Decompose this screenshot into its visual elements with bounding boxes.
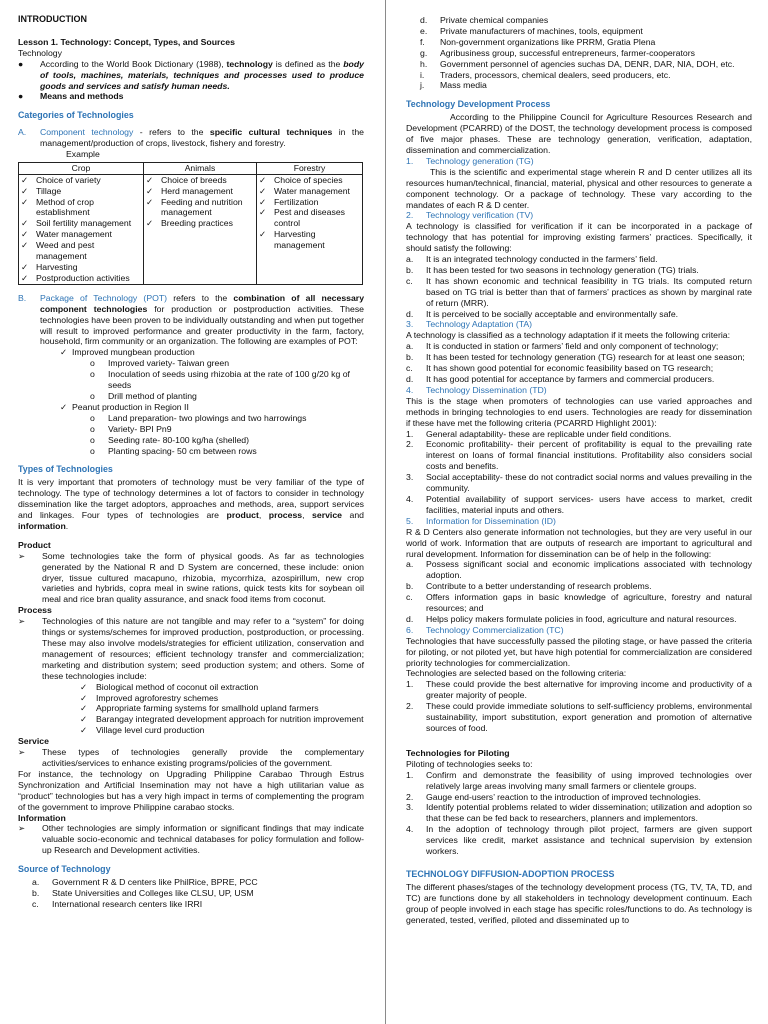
lesson-title: Lesson 1. Technology: Concept, Types, and Sources bbox=[18, 36, 235, 47]
source-item: g. Agribusiness group, successful entrepreneurs, farmer-cooperators bbox=[420, 47, 695, 58]
process-list-item: ✓ Appropriate farming systems for smallhold upland farmers bbox=[80, 703, 319, 714]
phase-criteria-item: b. It has been tested for two seasons in technology generation (TG) trials. bbox=[406, 264, 699, 275]
phase-criteria-item: c. Offers information gaps in basic knowledge of agriculture, forestry and natural resources; and bbox=[406, 592, 752, 614]
diffusion-heading: TECHNOLOGY DIFFUSION-ADOPTION PROCESS bbox=[406, 868, 615, 879]
phase-criteria-item: c. It has shown economic and technical feasibility in TG trials. Its computed return based on TG trial is better than that of farmers’ practices as shown by marginal rate of return (MRR). bbox=[406, 275, 752, 308]
crop-cell bbox=[19, 174, 144, 284]
check-icon: ✓ bbox=[21, 185, 29, 196]
development-phases bbox=[406, 156, 752, 734]
phase-criteria-item: 3. Social acceptability- these do not contradict social norms and values prevailing in the community. bbox=[406, 472, 752, 494]
source-heading: Source of Technology bbox=[18, 864, 111, 875]
check-icon: ✓ bbox=[60, 401, 68, 412]
process-list bbox=[18, 682, 364, 737]
phase-text: R & D Centers also generate information not technologies, but they are very useful in our world of work. Information that are outputs of research are important to agricultural and rural development. Information for dissemination can be of help in the following: bbox=[406, 526, 752, 559]
check-icon: ✓ bbox=[80, 714, 88, 725]
circle-bullet-icon: o bbox=[90, 434, 95, 445]
example-label: Example bbox=[66, 149, 100, 160]
table-item: ✓ Breeding practices bbox=[146, 218, 233, 229]
check-icon: ✓ bbox=[80, 725, 88, 736]
phase-title: 5. Information for Dissemination (ID) bbox=[406, 515, 556, 526]
process-list-item: ✓ Improved agroforestry schemes bbox=[80, 692, 219, 703]
column-divider bbox=[385, 0, 386, 1024]
circle-bullet-icon: o bbox=[90, 445, 95, 456]
table-header-animals: Animals bbox=[144, 162, 257, 174]
process-list-item: ✓ Village level curd production bbox=[80, 725, 205, 736]
process-item: ➢ Technologies of this nature are not tangible and may refer to a “system” for doing things or systems/schemes for improved production, postproduction, or processing. These may also involve models/strategies for efficient utilization, conservation and management of resources; efficient technology transfer and commercialization; marketing and distribution system; seed production system; and others. Some of these technologies include: bbox=[18, 616, 364, 681]
phase-text: Technologies that have successfully passed the piloting stage, or have passed the criteria for piloting, or not piloted yet, but have high potential for commercialization are considered priority technologies for commercialization. bbox=[406, 635, 752, 668]
source-item: b. State Universities and Colleges like CLSU, UP, USM bbox=[32, 887, 254, 898]
package-of-technology: B. Package of Technology (POT) refers to the combination of all necessary component technologies for production or postproduction activities. These technologies have been proven to be individually outstanding and when put together will result to improved performance and greater productivity in the farm, factory, household, firm community or an organization. The following are examples of POT: bbox=[18, 292, 365, 347]
table-item: ✓ Harvesting management bbox=[259, 229, 325, 251]
service-item: ➢ These types of technologies generally provide the complementary activities/services to enhance existing programs/policies of the government. bbox=[18, 747, 364, 768]
phase-criteria-item: 4. Potential availability of support services- users have access to market, credit facilities, material inputs and others. bbox=[406, 493, 752, 515]
left-column bbox=[18, 14, 364, 910]
phase-text: This is the stage when promoters of technologies can use varied approaches and methods in bringing technologies to end users. Technologies are ready for dissemination if these have met the following criteria (PCARRD Highlight 2001): bbox=[406, 395, 752, 428]
table-item: ✓ Water management bbox=[259, 185, 350, 196]
types-heading: Types of Technologies bbox=[18, 464, 113, 475]
technology-label: Technology bbox=[18, 47, 62, 58]
information-item: ➢ Other technologies are simply information or significant findings that may indicate valuable socio-economic and technical databases for policy formulation and follow-up Research and Development activities. bbox=[18, 823, 364, 856]
phase-title: 6. Technology Commercialization (TC) bbox=[406, 624, 564, 635]
table-header-crop: Crop bbox=[19, 162, 144, 174]
pot-example: ✓ Improved mungbean production bbox=[60, 347, 195, 358]
phase-criteria-item: 2. Economic profitability- their percent of profitability is equal to the prevailing rate interest on loans of formal financial institutions. Profitability also considers social costs and benefits. bbox=[406, 439, 752, 472]
source-item: a. Government R & D centers like PhilRice, BPRE, PCC bbox=[32, 877, 258, 888]
phase-criteria-item: d. It has good potential for acceptance by farmers and commercial producers. bbox=[406, 374, 715, 384]
check-icon: ✓ bbox=[146, 196, 154, 207]
circle-bullet-icon: o bbox=[90, 390, 95, 401]
arrow-icon: ➢ bbox=[18, 747, 26, 758]
phase-criteria-item: d. Helps policy makers formulate policies in food, agriculture and natural resources. bbox=[406, 613, 737, 624]
tdp-paragraph: According to the Philippine Council for Agriculture Resources Research and Development (PCARRD) of the DOST, the technology development process is composed of five major phases. These are technology generation, verification, adaptation, dissemination and commercialization. bbox=[406, 112, 752, 155]
circle-bullet-icon: o bbox=[90, 423, 95, 434]
table-header-forestry: Forestry bbox=[257, 162, 363, 174]
check-icon: ✓ bbox=[259, 174, 267, 185]
table-item: ✓ Feeding and nutrition management bbox=[146, 196, 243, 218]
information-heading: Information bbox=[18, 812, 66, 823]
phase-text: A technology is classified as a technology adaptation if it meets the following criteria: bbox=[406, 330, 731, 341]
source-item: i. Traders, processors, chemical dealers, seed producers, etc. bbox=[420, 69, 671, 80]
pot-example-item: o Planting spacing- 50 cm between rows bbox=[90, 445, 257, 456]
process-list-item: ✓ Barangay integrated development approach for nutrition improvement bbox=[80, 714, 364, 725]
circle-bullet-icon: o bbox=[90, 369, 95, 380]
phase-title: 2. Technology verification (TV) bbox=[406, 210, 534, 221]
piloting-item: 1. Confirm and demonstrate the feasibility of using improved technologies over relatively large areas involving many small farmers or clientele groups. bbox=[406, 769, 752, 791]
definition-emphasis: body of tools, machines, materials, techniques and processes used to produce goods and services and satisfy human needs. bbox=[40, 58, 364, 91]
check-icon: ✓ bbox=[21, 218, 29, 229]
check-icon: ✓ bbox=[60, 347, 68, 358]
check-icon: ✓ bbox=[80, 681, 88, 692]
check-icon: ✓ bbox=[21, 240, 29, 251]
source-item: e. Private manufacturers of machines, tools, equipment bbox=[420, 25, 643, 36]
component-technology: A. Component technology - refers to the specific cultural techniques in the management/production of crops, livestock, fishery and forestry. bbox=[18, 127, 364, 149]
check-icon: ✓ bbox=[21, 262, 29, 273]
categories-heading: Categories of Technologies bbox=[18, 110, 134, 121]
phase-criteria-item: d. It is perceived to be socially acceptable and environmentally safe. bbox=[406, 308, 679, 319]
table-item: ✓ Choice of variety bbox=[21, 174, 101, 185]
pot-example: ✓ Peanut production in Region II bbox=[60, 401, 189, 412]
phase-text: A technology is classified for verification if it can be incorporated in a package of technology that has potential for improving existing farmers’ practices. Specifically, it should satisfy the following: bbox=[406, 221, 752, 254]
product-heading: Product bbox=[18, 539, 51, 550]
piloting-list bbox=[406, 770, 752, 857]
check-icon: ✓ bbox=[259, 196, 267, 207]
piloting-intro: Piloting of technologies seeks to: bbox=[406, 758, 533, 769]
sources-list bbox=[18, 877, 364, 910]
arrow-icon: ➢ bbox=[18, 823, 26, 834]
arrow-icon: ➢ bbox=[18, 550, 26, 561]
arrow-icon: ➢ bbox=[18, 616, 26, 627]
table-item: ✓ Herd management bbox=[146, 185, 233, 196]
source-item: f. Non-government organizations like PRRM, Gratia Plena bbox=[420, 36, 656, 47]
piloting-item: 2. Gauge end-users’ reaction to the introduction of improved technologies. bbox=[406, 791, 701, 802]
means-bullet: ● Means and methods bbox=[18, 91, 124, 102]
circle-bullet-icon: o bbox=[90, 412, 95, 423]
source-item: d. Private chemical companies bbox=[420, 15, 549, 25]
check-icon: ✓ bbox=[259, 207, 267, 218]
check-icon: ✓ bbox=[259, 185, 267, 196]
piloting-item: 4. In the adoption of technology through pilot project, farmers are given support services like credit, market assistance and technical supervision by extension workers. bbox=[406, 824, 752, 857]
table-item: ✓ Pest and diseases control bbox=[259, 207, 345, 229]
phase-text: This is the scientific and experimental stage wherein R and D center utilizes all its resources human/technical, financial, material, physical and other resources to generate a component technology. Or a package of technology. These vary according to the mandates of each R & D center. bbox=[406, 166, 752, 210]
check-icon: ✓ bbox=[21, 229, 29, 240]
check-icon: ✓ bbox=[80, 703, 88, 714]
check-icon: ✓ bbox=[146, 185, 154, 196]
phase-criteria-item: b. It has been tested for technology generation (TG) research for at least one season; bbox=[406, 352, 745, 363]
pot-example-item: o Inoculation of seeds using rhizobia at the rate of 100 g/20 kg of seeds bbox=[90, 369, 350, 391]
process-heading: Process bbox=[18, 605, 52, 616]
bullet-icon: ● bbox=[18, 91, 24, 102]
phase-criteria-item: a. It is an integrated technology conducted in the farmers’ field. bbox=[406, 254, 658, 265]
animals-cell bbox=[144, 174, 257, 284]
table-item: ✓ Soil fertility management bbox=[21, 218, 132, 229]
phase-criteria-item: 1. These could provide the best alternative for improving income and productivity of a greater majority of people. bbox=[406, 679, 752, 701]
tdp-heading: Technology Development Process bbox=[406, 99, 551, 110]
source-item: h. Government personnel of agencies suchas DA, DENR, DAR, NIA, DOH, etc. bbox=[420, 58, 735, 69]
product-item: ➢ Some technologies take the form of physical goods. As far as technologies generated by the National R and D System are concerned, these include: onion dryer, tissue cultured macapuno, rhizobia, mycorrhiza, azospirillum, new crop varieties and hybrids, copra meal in swine rations, quick tests kits for soybean oil meal and rice bran quality assurance, and snack food items from coconut. bbox=[18, 550, 364, 605]
check-icon: ✓ bbox=[21, 174, 29, 185]
phase-criteria-item: a. It is conducted in station or farmers’ field and only component of technology; bbox=[406, 341, 719, 352]
table-item: ✓ Water management bbox=[21, 229, 112, 240]
bullet-icon: ● bbox=[18, 58, 24, 69]
check-icon: ✓ bbox=[146, 218, 154, 229]
forestry-cell bbox=[257, 174, 363, 284]
piloting-heading: Technologies for Piloting bbox=[406, 747, 510, 758]
table-item: ✓ Postproduction activities bbox=[21, 272, 130, 283]
check-icon: ✓ bbox=[21, 196, 29, 207]
source-item: c. International research centers like IRRI bbox=[32, 898, 203, 909]
process-list-item: ✓ Biological method of coconut oil extraction bbox=[80, 681, 259, 692]
phase-criteria-item: 1. General adaptability- these are replicable under field conditions. bbox=[406, 428, 672, 439]
sources-list-continued bbox=[406, 15, 752, 91]
pot-example-item: o Drill method of planting bbox=[90, 390, 197, 401]
pot-examples bbox=[18, 347, 364, 456]
phase-title: 1. Technology generation (TG) bbox=[406, 155, 534, 166]
table-item: ✓ Fertilization bbox=[259, 196, 319, 207]
pot-example-item: o Seeding rate- 80-100 kg/ha (shelled) bbox=[90, 434, 250, 445]
circle-bullet-icon: o bbox=[90, 358, 95, 369]
table-item: ✓ Tillage bbox=[21, 185, 62, 196]
phase-criteria-item: c. It has shown good potential for economic feasibility based on TG research; bbox=[406, 363, 714, 374]
phase-criteria-item: 2. These could provide immediate solutions to self-sufficiency problems, environmental sustainability, import substitution, export generation and promotion of alternative sources of food. bbox=[406, 701, 752, 733]
pot-example-item: o Improved variety- Taiwan green bbox=[90, 358, 230, 369]
phase-title: 3. Technology Adaptation (TA) bbox=[406, 319, 533, 330]
source-item: j. Mass media bbox=[420, 80, 487, 91]
diffusion-paragraph: The different phases/stages of the technology development process (TG, TV, TA, TD, and TC) are functions done by all stakeholders in technology development continuum. Each group of people involved in each stage has specific roles/functions to do. As technology is generated, tested, verified, piloted and disseminated up to bbox=[406, 881, 752, 925]
pot-example-item: o Land preparation- two plowings and two harrowings bbox=[90, 412, 307, 423]
definition-bullet: ● According to the World Book Dictionary (1988), technology is defined as the body of tools, machines, materials, techniques and processes used to produce goods and services and satisfy human needs. bbox=[18, 58, 364, 91]
service-heading: Service bbox=[18, 736, 49, 747]
table-item: ✓ Choice of breeds bbox=[146, 174, 227, 185]
check-icon: ✓ bbox=[146, 174, 154, 185]
right-column bbox=[406, 15, 752, 926]
table-item: ✓ Choice of species bbox=[259, 174, 343, 185]
check-icon: ✓ bbox=[259, 229, 267, 240]
phase-title: 4. Technology Dissemination (TD) bbox=[406, 384, 547, 395]
pot-example-item: o Variety- BPI Pn9 bbox=[90, 423, 172, 434]
phase-criteria-item: a. Possess significant social and economic implications associated with technology adoption. bbox=[406, 559, 752, 581]
table-item: ✓ Weed and pest management bbox=[21, 240, 95, 262]
check-icon: ✓ bbox=[21, 272, 29, 283]
introduction-heading: INTRODUCTION bbox=[18, 14, 87, 24]
check-icon: ✓ bbox=[80, 692, 88, 703]
table-item: ✓ Harvesting bbox=[21, 262, 78, 273]
table-item: ✓ Method of crop establishment bbox=[21, 196, 94, 218]
phase-text: Technologies are selected based on the following criteria: bbox=[406, 668, 627, 679]
phase-criteria-item: b. Contribute to a better understanding of research problems. bbox=[406, 581, 652, 592]
piloting-item: 3. Identify potential problems related to wider dissemination; utilization and adoption so that these can be fed back to researchers, planners and implementors. bbox=[406, 802, 752, 824]
service-paragraph: For instance, the technology on Upgrading Philippine Carabao Through Estrus Synchronization and Artificial Insemination may not have a high utilitarian value as “product” technologies but has a very high impact in terms of complementing the program of the government to improve Philippine carabao stocks. bbox=[18, 768, 364, 812]
types-paragraph: It is very important that promoters of technology must be very familiar of the type of technology. The type of technology determines a lot of factors to consider in technology dissemination like the target adoptors, approaches and methods, area, support services and linkages. Four types of technologies are product, process, service and information. bbox=[18, 477, 364, 531]
component-example-table bbox=[18, 162, 363, 285]
